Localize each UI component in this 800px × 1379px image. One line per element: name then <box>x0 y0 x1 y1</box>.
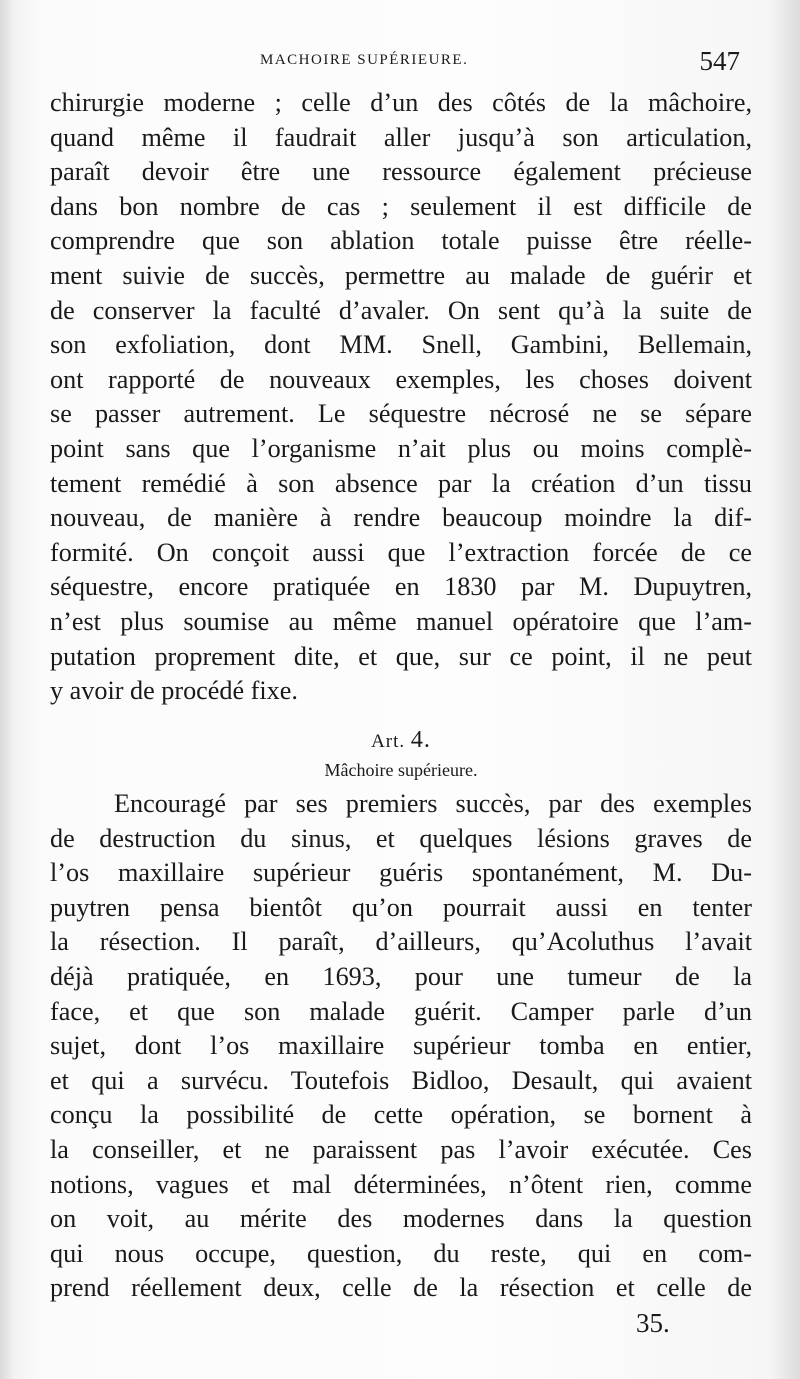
text-line: sujet, dont l’os maxillaire supérieur tomba en entier, <box>50 1031 752 1061</box>
text-line: ment suivie de succès, permettre au malade de guérir et <box>50 260 752 290</box>
article-number: 4. <box>410 727 431 753</box>
text-line: ont rapporté de nouveaux exemples, les choses doivent <box>50 364 752 394</box>
text-line: la résection. Il paraît, d’ailleurs, qu’Acoluthus l’avait <box>50 927 752 957</box>
text-line: Encouragé par ses premiers succès, par des exemples <box>114 789 752 818</box>
text-line: l’os maxillaire supérieur guéris spontanément, M. Du- <box>50 858 752 888</box>
article-label: Art. <box>371 731 406 752</box>
text-line: conçu la possibilité de cette opération, se bornent à <box>50 1100 752 1130</box>
text-line: dans bon nombre de cas ; seulement il est difficile de <box>50 191 752 221</box>
text-line: séquestre, encore pratiquée en 1830 par M. Dupuytren, <box>50 572 752 602</box>
text-line: tement remédié à son absence par la création d’un tissu <box>50 468 752 498</box>
text-line: puytren pensa bientôt qu’on pourrait aussi en tenter <box>50 892 752 922</box>
article-subtitle: Mâchoire supérieure. <box>324 760 478 780</box>
text-line: se passer autrement. Le séquestre nécrosé ne se sépare <box>50 399 752 429</box>
text-line: formité. On conçoit aussi que l’extraction forcée de ce <box>50 537 752 567</box>
text-line: putation proprement dite, et que, sur ce point, il ne peut <box>50 641 752 671</box>
text-line: n’est plus soumise au même manuel opératoire que l’am- <box>50 606 752 636</box>
text-line: qui nous occupe, question, du reste, qui en com- <box>50 1238 752 1268</box>
text-line: face, et que son malade guérit. Camper parle d’un <box>50 996 752 1026</box>
text-line: on voit, au mérite des modernes dans la question <box>50 1204 752 1234</box>
text-line: paraît devoir être une ressource également précieuse <box>50 157 752 187</box>
text-line: de conserver la faculté d’avaler. On sent qu’à la suite de <box>50 295 752 325</box>
text-line: y avoir de procédé fixe. <box>50 676 298 706</box>
paragraph-encourage <box>50 787 752 1306</box>
text-line: et qui a survécu. Toutefois Bidloo, Desault, qui avaient <box>50 1065 752 1095</box>
text-line: son exfoliation, dont MM. Snell, Gambini, Bellemain, <box>50 330 752 360</box>
text-line: nouveau, de manière à rendre beaucoup moindre la dif- <box>50 503 752 533</box>
page-number: 547 <box>699 46 740 76</box>
text-line: notions, vagues et mal déterminées, n’ôtent rien, comme <box>50 1169 752 1199</box>
paragraph-continuation <box>50 86 752 709</box>
running-title: MACHOIRE SUPÉRIEURE. <box>260 52 469 68</box>
text-line: la conseiller, et ne paraissent pas l’avoir exécutée. Ces <box>50 1134 752 1164</box>
text-line: déjà pratiquée, en 1693, pour une tumeur de la <box>50 961 752 991</box>
text-line: comprendre que son ablation totale puisse être réelle- <box>50 226 752 256</box>
text-line: prend réellement deux, celle de la résection et celle de <box>50 1273 752 1303</box>
text-line: chirurgie moderne ; celle d’un des côtés de la mâchoire, <box>50 88 752 117</box>
text-line: de destruction du sinus, et quelques lésions graves de <box>50 823 752 853</box>
text-line: quand même il faudrait aller jusqu’à son articulation, <box>50 122 752 152</box>
text-line: point sans que l’organisme n’ait plus ou moins complè- <box>50 433 752 463</box>
signature-mark: 35. <box>636 1308 670 1338</box>
running-head <box>50 46 740 86</box>
article-heading <box>50 727 752 754</box>
